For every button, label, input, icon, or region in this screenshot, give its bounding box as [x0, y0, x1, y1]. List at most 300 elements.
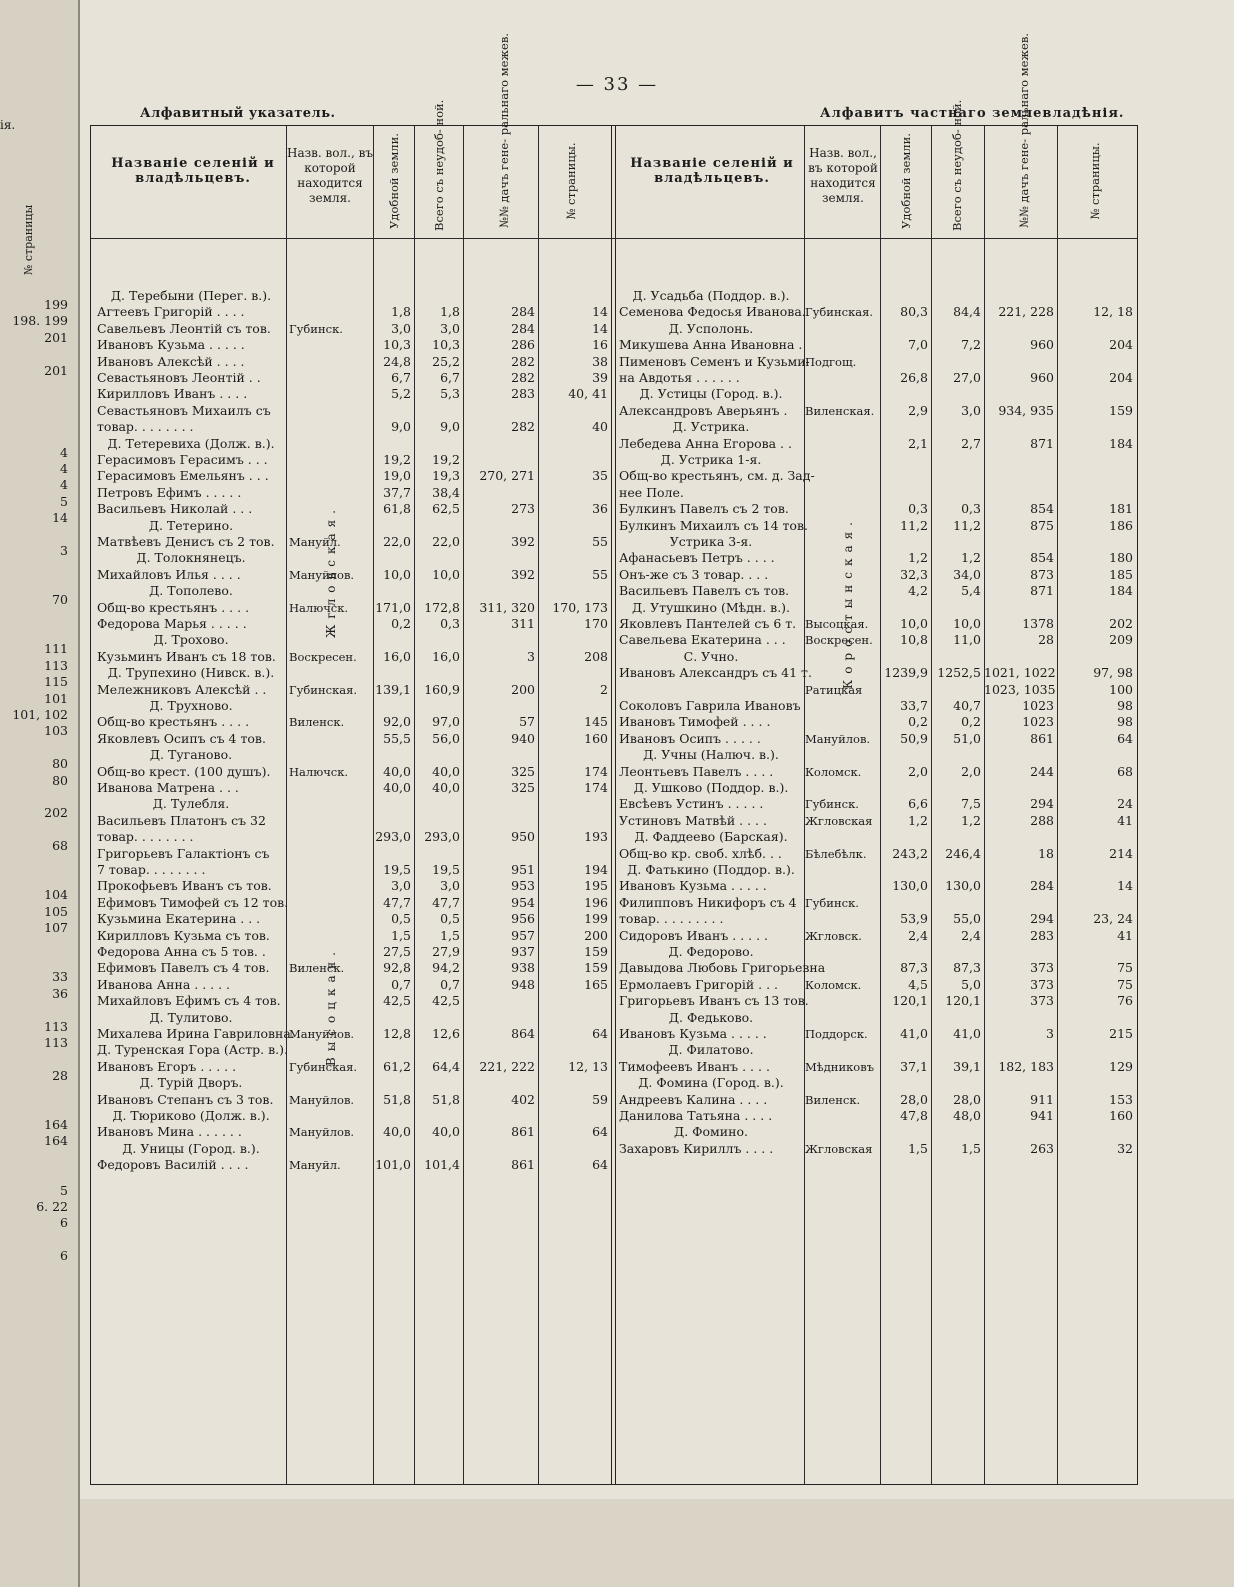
page-ref: 209: [1109, 632, 1133, 648]
owner-name: Ефимовъ Тимофей съ 12 тов.: [97, 894, 289, 910]
page-ref: 68: [1117, 763, 1133, 779]
arable-land: 42,5: [383, 993, 411, 1009]
arable-land: 0,2: [391, 616, 411, 631]
survey-numbers: 311, 320: [479, 599, 535, 615]
page-ref: 181: [1109, 501, 1133, 517]
survey-numbers: 941: [1030, 1108, 1054, 1123]
arable-land: 1239,9: [884, 665, 928, 681]
page-ref: 40: [592, 419, 608, 435]
total-land: 27,9: [432, 944, 460, 959]
table-row: [91, 386, 611, 402]
survey-numbers: 244: [1030, 763, 1054, 779]
settlement-name: Д. Федьково.: [668, 1009, 754, 1025]
page-ref: 12, 13: [568, 1058, 608, 1074]
total-land: 5,4: [961, 583, 981, 599]
survey-numbers: 286: [511, 337, 535, 353]
settlement-name: Д. Тюриково (Долж. в.).: [112, 1108, 270, 1123]
page-ref: 204: [1109, 337, 1133, 353]
total-land: 2,7: [961, 435, 981, 451]
total-land: 10,3: [432, 337, 460, 353]
previous-page-number: 6. 22: [36, 1199, 68, 1214]
arable-land: 6,6: [908, 796, 928, 812]
survey-numbers: 273: [511, 501, 535, 517]
owner-name: Герасимовъ Емельянъ . . .: [97, 468, 269, 484]
page-ref: 32: [1117, 1140, 1133, 1156]
page-ref: 55: [592, 566, 608, 582]
col-header-dach-right: №№ дачъ гене- ральнаго межев.: [1017, 33, 1031, 228]
survey-numbers: 950: [511, 829, 535, 845]
table-row: [615, 1026, 1137, 1042]
arable-land: 4,5: [908, 976, 928, 992]
vert-label-korostyn: Коростынская.: [841, 516, 855, 690]
previous-page-number: 202: [44, 805, 68, 821]
settlement-name: С. Учно.: [683, 648, 739, 664]
arable-land: 1,8: [391, 304, 411, 320]
owner-name: Пименовъ Семенъ и Кузьми-: [619, 353, 810, 369]
arable-land: 4,2: [908, 583, 928, 599]
settlement-heading: [615, 1010, 1137, 1026]
table-row: [615, 1092, 1137, 1108]
survey-numbers: 3: [1046, 1026, 1054, 1041]
table-row: [91, 829, 611, 845]
settlement-name: Д. Тополево.: [149, 583, 233, 599]
survey-numbers: 873: [1030, 566, 1054, 582]
settlement-heading: [615, 321, 1137, 337]
owner-name: Ивановъ Егоръ . . . . .: [97, 1058, 237, 1074]
survey-numbers: 221, 228: [998, 304, 1054, 320]
page-ref: 98: [1117, 698, 1133, 713]
col-header-vsego-right: Всего съ неудоб- ной.: [950, 99, 964, 231]
page-ref: 12, 18: [1093, 304, 1133, 320]
survey-numbers: 284: [511, 320, 535, 336]
table-row: [91, 600, 611, 616]
col-header-dach-left: №№ дачъ гене- ральнаго межев.: [497, 33, 511, 228]
survey-numbers: 282: [511, 370, 535, 385]
total-land: 5,0: [961, 976, 981, 992]
settlement-name: Д. Фаддеево (Барская).: [634, 829, 788, 845]
district-name: Высоцкая.: [805, 617, 869, 631]
survey-numbers: 311: [511, 616, 535, 631]
owner-name: Булкинъ Павелъ съ 2 тов.: [619, 501, 789, 517]
district-name: Губинск.: [289, 321, 343, 336]
owner-name: Андреевъ Калина . . . .: [619, 1091, 768, 1107]
total-land: 97,0: [432, 714, 460, 730]
previous-page-number: 33: [52, 969, 68, 985]
page-ref: 41: [1117, 927, 1133, 943]
owner-name: Булкинъ Михаилъ съ 14 тов.: [619, 517, 808, 533]
owner-name: Давыдова Любовь Григорьевна: [619, 960, 826, 976]
survey-numbers: 294: [1030, 796, 1054, 812]
arable-land: 61,2: [383, 1058, 411, 1074]
table-row: [91, 370, 611, 386]
survey-numbers: 402: [511, 1091, 535, 1107]
total-land: 94,2: [432, 960, 460, 976]
previous-page-column-header: № страницы: [22, 204, 35, 275]
survey-numbers: 1023, 1035: [984, 681, 1056, 697]
settlement-name: Д. Турій Дворъ.: [139, 1075, 243, 1091]
owner-name: Ивановъ Александръ съ 41 т.: [619, 665, 812, 681]
table-row: [91, 354, 611, 370]
total-land: 12,6: [432, 1026, 460, 1041]
previous-page-number: 68: [52, 838, 68, 854]
owner-name: Афанасьевъ Петръ . . . .: [619, 550, 775, 566]
arable-land: 101,0: [375, 1157, 411, 1173]
page-ref: 75: [1117, 960, 1133, 976]
page-ref: 14: [592, 304, 608, 320]
owner-name: Микушева Анна Ивановна .: [619, 337, 803, 353]
table-row: [615, 960, 1137, 976]
col-header-udob-right: Удобной земли.: [899, 133, 913, 229]
arable-land: 87,3: [900, 960, 928, 976]
owner-name: нее Поле.: [619, 484, 684, 500]
settlement-heading: [91, 550, 611, 566]
page-ref: 208: [584, 648, 608, 664]
total-land: 1,2: [961, 812, 981, 828]
table-row: [615, 370, 1137, 386]
settlement-name: Д. Тетерино.: [148, 517, 234, 533]
district-name: Виленск.: [805, 1092, 861, 1107]
owner-name: Михайловъ Ефимъ съ 4 тов.: [97, 993, 281, 1009]
table-row: [91, 1124, 611, 1140]
table-row: [91, 649, 611, 665]
previous-page-number: 4: [60, 444, 68, 460]
previous-page-number: 105: [44, 903, 68, 919]
previous-page-number: 28: [52, 1067, 68, 1083]
owner-name: Ивановъ Осипъ . . . . .: [619, 730, 761, 746]
owner-name: Данилова Татьяна . . . .: [619, 1108, 773, 1123]
survey-numbers: 392: [511, 534, 535, 549]
total-land: 2,0: [961, 763, 981, 779]
total-land: 25,2: [432, 353, 460, 369]
settlement-heading: [615, 862, 1137, 878]
district-name: Коломск.: [805, 977, 862, 992]
district-name: Поддорск.: [805, 1027, 868, 1041]
table-row: [91, 304, 611, 320]
total-land: 1,5: [961, 1140, 981, 1156]
total-land: 1,8: [440, 304, 460, 320]
col-header-vol-right: Назв. вол., въ которой находится земля.: [808, 146, 878, 205]
district-name: Подгощ.: [805, 354, 857, 369]
arable-land: 1,2: [908, 550, 928, 566]
survey-numbers: 3: [527, 648, 535, 664]
page-ref: 64: [592, 1026, 608, 1041]
owner-name: Леонтьевъ Павелъ . . . .: [619, 763, 774, 779]
total-land: 87,3: [953, 960, 981, 976]
page-ref: 159: [584, 960, 608, 976]
previous-page-header: ія.: [0, 118, 16, 132]
arable-land: 5,2: [391, 386, 411, 402]
col-header-str-right: № страницы.: [1088, 142, 1102, 220]
previous-page-number: 4: [60, 477, 68, 493]
table-row: [615, 1141, 1137, 1157]
settlement-heading: [91, 665, 611, 681]
col-header-name-left: Названіе селеній и владѣльцевъ.: [111, 156, 275, 186]
table-row: [91, 682, 611, 698]
arable-land: 47,8: [900, 1108, 928, 1123]
owner-name: Кирилловъ Иванъ . . . .: [97, 386, 248, 402]
survey-numbers: 911: [1030, 1091, 1054, 1107]
survey-numbers: 373: [1030, 993, 1054, 1009]
previous-page-number: 80: [52, 756, 68, 772]
settlement-heading: [91, 1075, 611, 1091]
previous-page-number: 115: [44, 674, 68, 690]
total-land: 1,2: [961, 550, 981, 566]
table-row: [615, 468, 1137, 484]
total-land: 293,0: [424, 829, 460, 845]
survey-numbers: 282: [511, 419, 535, 435]
page-ref: 194: [584, 862, 608, 877]
arable-land: 0,7: [391, 976, 411, 992]
table-row: [91, 616, 611, 632]
total-land: 62,5: [432, 501, 460, 517]
total-land: 22,0: [432, 534, 460, 549]
previous-page-edge: [0, 0, 78, 1587]
settlement-heading: [615, 600, 1137, 616]
owner-name: Григорьевъ Иванъ съ 13 тов.: [619, 993, 809, 1009]
table-row: [615, 304, 1137, 320]
arable-land: 26,8: [900, 370, 928, 385]
settlement-heading: [615, 288, 1137, 304]
survey-numbers: 948: [511, 976, 535, 992]
survey-numbers: 1378: [1022, 616, 1054, 631]
page-ref: 204: [1109, 370, 1133, 385]
total-land: 3,0: [961, 402, 981, 418]
total-land: 40,0: [432, 780, 460, 795]
arable-land: 3,0: [391, 320, 411, 336]
arable-land: 1,5: [908, 1140, 928, 1156]
survey-numbers: 960: [1030, 337, 1054, 353]
arable-land: 37,7: [383, 484, 411, 500]
page-number: — 33 —: [575, 74, 659, 95]
previous-page-number: 113: [44, 1035, 68, 1050]
district-name: Бѣлебѣлк.: [805, 846, 867, 861]
table-row: [91, 468, 611, 484]
table-row: [615, 518, 1137, 534]
owner-name: Тимофеевъ Иванъ . . . .: [619, 1058, 770, 1074]
owner-name: Ивановъ Алексѣй . . . .: [97, 353, 245, 369]
district-name: Губинская.: [805, 305, 874, 320]
district-name: Губинск.: [805, 797, 859, 812]
survey-numbers: 373: [1030, 976, 1054, 992]
survey-numbers: 940: [511, 730, 535, 746]
table-row: [615, 714, 1137, 730]
page-ref: 184: [1109, 435, 1133, 451]
table-row: [615, 436, 1137, 452]
survey-numbers: 954: [511, 894, 535, 910]
total-land: 84,4: [953, 304, 981, 320]
table-row: [91, 567, 611, 583]
settlement-name: Д. Туганово.: [149, 747, 233, 763]
page-ref: 170: [584, 616, 608, 631]
total-land: 48,0: [953, 1108, 981, 1123]
survey-numbers: 28: [1038, 632, 1054, 648]
settlement-name: Д. Федорово.: [668, 944, 754, 959]
page-ref: 145: [584, 714, 608, 730]
table-row: [91, 895, 611, 911]
survey-numbers: 854: [1030, 550, 1054, 566]
survey-numbers: 960: [1030, 370, 1054, 385]
page-ref: 14: [1117, 878, 1133, 894]
total-land: 6,7: [440, 370, 460, 385]
page-ref: 55: [592, 534, 608, 549]
arable-land: 50,9: [900, 730, 928, 746]
total-land: 2,4: [961, 927, 981, 943]
survey-numbers: 283: [1030, 927, 1054, 943]
survey-numbers: 861: [1030, 730, 1054, 746]
arable-land: 0,2: [908, 714, 928, 730]
settlement-name: Д. Устрика.: [672, 419, 750, 435]
table-row: [615, 911, 1137, 927]
arable-land: 33,7: [900, 698, 928, 713]
arable-land: 55,5: [383, 730, 411, 746]
district-name: Мануйлов.: [289, 567, 355, 582]
page-ref: 59: [592, 1091, 608, 1107]
table-row: [91, 485, 611, 501]
owner-name: Григорьевъ Галактіонъ съ: [97, 845, 270, 861]
col-header-name-right: Названіе селеній и владѣльцевъ.: [630, 156, 794, 186]
table-row: [615, 928, 1137, 944]
survey-numbers: 373: [1030, 960, 1054, 976]
arable-land: 120,1: [892, 993, 928, 1009]
total-land: 19,2: [432, 452, 460, 467]
total-land: 47,7: [432, 894, 460, 910]
owner-name: Ефимовъ Павелъ съ 4 тов.: [97, 960, 270, 976]
owner-name: Яковлевъ Осипъ съ 4 тов.: [97, 730, 266, 746]
settlement-heading: [615, 1124, 1137, 1140]
page-ref: 174: [584, 780, 608, 795]
arable-land: 22,0: [383, 534, 411, 549]
table-row: [615, 764, 1137, 780]
total-land: 51,8: [432, 1091, 460, 1107]
header-left: Алфавитный указатель.: [140, 106, 336, 121]
survey-numbers: 861: [511, 1124, 535, 1140]
table-row: [615, 1108, 1137, 1124]
page-ref: 36: [592, 501, 608, 517]
settlement-heading: [615, 1042, 1137, 1058]
owner-name: Захаровъ Кириллъ . . . .: [619, 1140, 774, 1156]
arable-land: 10,0: [383, 566, 411, 582]
arable-land: 40,0: [383, 763, 411, 779]
previous-page-number: 80: [52, 772, 68, 788]
table-row: [91, 731, 611, 747]
settlement-name: Д. Филатово.: [668, 1042, 754, 1058]
owner-name: Общ-во крестьянъ . . . .: [97, 714, 250, 730]
arable-land: 11,2: [900, 517, 928, 533]
district-name: Мануйлов.: [289, 1027, 355, 1041]
table-row: [615, 550, 1137, 566]
table-row: [615, 403, 1137, 419]
arable-land: 3,0: [391, 878, 411, 894]
previous-page-number: 201: [44, 362, 68, 378]
page-ref: 160: [1109, 1108, 1133, 1123]
settlement-name: Д. Учны (Налюч. в.).: [643, 747, 779, 763]
settlement-heading: [91, 1042, 611, 1058]
arable-land: 24,8: [383, 353, 411, 369]
page-ref: 98: [1117, 714, 1133, 730]
page-ref: 160: [584, 730, 608, 746]
page-ref: 199: [584, 911, 608, 927]
bottom-margin: [80, 1499, 1234, 1587]
survey-numbers: 221, 222: [479, 1058, 535, 1074]
arable-land: 6,7: [391, 370, 411, 385]
table-row: [91, 1026, 611, 1042]
settlement-name: Д. Уницы (Город. в.).: [122, 1140, 260, 1156]
arable-land: 1,5: [391, 927, 411, 943]
table-row: [615, 665, 1137, 681]
survey-numbers: 18: [1038, 845, 1054, 861]
total-land: 11,2: [953, 517, 981, 533]
page-ref: 159: [584, 944, 608, 959]
previous-page-number: 101, 102: [12, 707, 68, 722]
total-land: 0,7: [440, 976, 460, 992]
total-land: 28,0: [953, 1091, 981, 1107]
table-row: [615, 583, 1137, 599]
survey-numbers: 200: [511, 681, 535, 697]
owner-name: Устиновъ Матвѣй . . . .: [619, 812, 767, 828]
owner-name: Кирилловъ Кузьма съ тов.: [97, 927, 270, 943]
total-land: 51,0: [953, 730, 981, 746]
settlement-name: Д. Утушкино (Мѣдн. в.).: [631, 599, 791, 615]
previous-page-number: 5: [60, 1182, 68, 1198]
owner-name: Васильевъ Павелъ съ тов.: [619, 583, 790, 599]
page-ref: 200: [584, 927, 608, 943]
settlement-heading: [91, 698, 611, 714]
owner-name: Сидоровъ Иванъ . . . . .: [619, 927, 769, 943]
settlement-heading: [91, 288, 611, 304]
owner-name: Ивановъ Кузьма . . . . .: [97, 337, 245, 353]
previous-page-number: 3: [60, 543, 68, 558]
arable-land: 293,0: [375, 829, 411, 845]
survey-numbers: 282: [511, 353, 535, 369]
owner-name: Александровъ Аверьянъ .: [619, 402, 788, 418]
survey-numbers: 288: [1030, 812, 1054, 828]
page-ref: 39: [592, 370, 608, 385]
arable-land: 47,7: [383, 894, 411, 910]
arable-land: 61,8: [383, 501, 411, 517]
table-row: [91, 960, 611, 976]
total-land: 56,0: [432, 730, 460, 746]
total-land: 172,8: [424, 599, 460, 615]
district-name: Жгловская: [805, 1141, 873, 1156]
total-land: 130,0: [945, 878, 981, 894]
settlement-heading: [615, 649, 1137, 665]
owner-name: Иванова Матрена . . .: [97, 780, 239, 795]
settlement-heading: [91, 1108, 611, 1124]
page-ref: 24: [1117, 796, 1133, 812]
owner-name: Федорова Марья . . . . .: [97, 616, 247, 631]
arable-land: 37,1: [900, 1058, 928, 1074]
owner-name: Лебедева Анна Егорова . .: [619, 435, 792, 451]
previous-page-number: 4: [60, 461, 68, 476]
previous-page-number: 113: [44, 1018, 68, 1034]
table-row: [91, 321, 611, 337]
settlement-heading: [91, 796, 611, 812]
previous-page-number: 104: [44, 887, 68, 903]
settlement-heading: [91, 518, 611, 534]
total-land: 3,0: [440, 878, 460, 894]
district-name: Губинская.: [289, 682, 358, 697]
col-header-str-left: № страницы.: [564, 142, 578, 220]
survey-numbers: 951: [511, 862, 535, 877]
total-land: 55,0: [953, 911, 981, 927]
owner-name: Кузьминъ Иванъ съ 18 тов.: [97, 648, 276, 664]
table-row: [91, 419, 611, 435]
arable-land: 2,4: [908, 927, 928, 943]
settlement-name: Д. Туренская Гора (Астр. в.).: [97, 1042, 288, 1058]
arable-land: 16,0: [383, 648, 411, 664]
arable-land: 10,0: [900, 616, 928, 631]
owner-name: Яковлевъ Пантелей съ 6 т.: [619, 616, 797, 631]
